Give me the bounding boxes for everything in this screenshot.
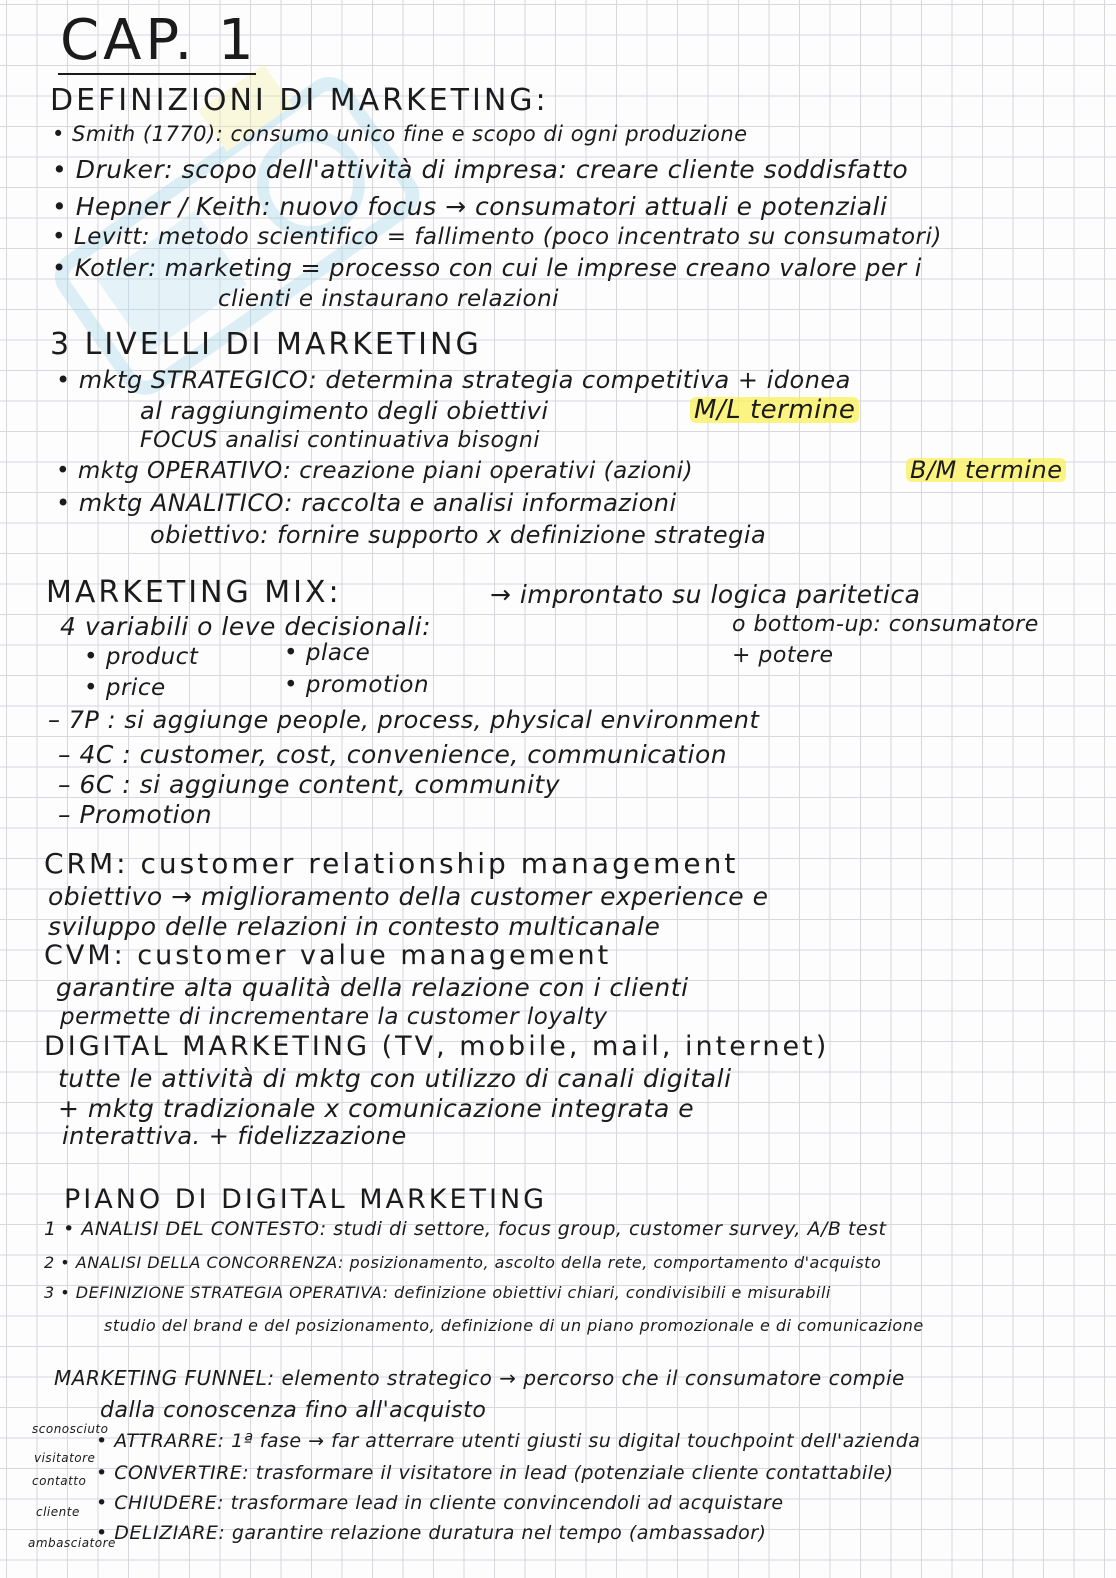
section-heading-cvm: CVM: customer value management [44, 940, 612, 971]
note-line: • promotion [284, 672, 430, 698]
section-heading-crm: CRM: customer relationship management [44, 847, 739, 880]
note-line: → improntato su logica paritetica [490, 580, 921, 609]
note-line: 4 variabili o leve decisionali: [60, 612, 432, 641]
page-title: CAP. 1 [60, 8, 258, 73]
note-line: 2 • ANALISI DELLA CONCORRENZA: posizionamento, ascolto della rete, comportamento d'acquisto [44, 1253, 882, 1272]
note-line: 1 • ANALISI DEL CONTESTO: studi di settore, focus group, customer survey, A/B test [44, 1218, 887, 1240]
note-line: – 4C : customer, cost, convenience, communication [58, 740, 728, 769]
note-line: + mktg tradizionale x comunicazione integrata e [58, 1094, 695, 1123]
funnel-stage-label: visitatore [34, 1451, 96, 1465]
note-line: dalla conoscenza fino all'acquisto [100, 1398, 487, 1423]
highlight-bm-termine: B/M termine [906, 458, 1066, 482]
note-line: • price [84, 675, 166, 701]
highlight-ml-termine: M/L termine [690, 397, 859, 423]
note-line: tutte le attività di mktg con utilizzo di canali digitali [58, 1064, 732, 1093]
section-heading-digital-marketing: DIGITAL MARKETING (TV, mobile, mail, internet) [44, 1031, 830, 1062]
note-line: • CONVERTIRE: trasformare il visitatore in lead (potenziale cliente contattabile) [96, 1462, 894, 1484]
note-line: • ATTRARRE: 1ª fase → far atterrare utenti giusti su digital touchpoint dell'azienda [96, 1430, 921, 1452]
note-line: • DELIZIARE: garantire relazione duratura nel tempo (ambassador) [96, 1522, 767, 1544]
note-line: + potere [732, 643, 834, 668]
note-line: • mktg OPERATIVO: creazione piani operativi (azioni) [56, 458, 694, 484]
note-line: obiettivo → miglioramento della customer experience e [48, 882, 769, 911]
title-underline [58, 73, 256, 75]
note-line: obiettivo: fornire supporto x definizione strategia [150, 521, 767, 549]
note-line: • Kotler: marketing = processo con cui le imprese creano valore per i [52, 254, 922, 282]
note-line: sviluppo delle relazioni in contesto multicanale [48, 912, 661, 941]
funnel-stage-label: sconosciuto [32, 1422, 109, 1436]
note-line: – Promotion [58, 800, 213, 829]
note-line: • Druker: scopo dell'attività di impresa: creare cliente soddisfatto [52, 155, 909, 184]
note-line: garantire alta qualità della relazione con i clienti [56, 973, 689, 1002]
note-line: – 7P : si aggiunge people, process, physical environment [48, 706, 760, 734]
funnel-stage-label: cliente [36, 1505, 80, 1519]
note-line: • mktg ANALITICO: raccolta e analisi informazioni [56, 489, 677, 517]
note-line: permette di incrementare la customer loyalty [60, 1004, 608, 1030]
section-heading-definizioni: DEFINIZIONI DI MARKETING: [50, 83, 549, 118]
note-line: • mktg STRATEGICO: determina strategia competitiva + idonea [56, 366, 851, 394]
section-heading-piano: PIANO DI DIGITAL MARKETING [64, 1184, 548, 1215]
note-line: interattiva. + fidelizzazione [62, 1122, 407, 1150]
note-line: • Hepner / Keith: nuovo focus → consumatori attuali e potenziali [52, 192, 888, 221]
note-line: • product [84, 644, 199, 670]
note-line: clienti e instaurano relazioni [218, 286, 560, 312]
section-heading-funnel: MARKETING FUNNEL: elemento strategico → percorso che il consumatore compie [54, 1366, 905, 1390]
note-line: • place [284, 640, 371, 666]
note-line: 3 • DEFINIZIONE STRATEGIA OPERATIVA: definizione obiettivi chiari, condivisibili e misurabili [44, 1283, 831, 1302]
funnel-stage-label: ambasciatore [28, 1536, 116, 1550]
section-heading-marketing-mix: MARKETING MIX: [46, 575, 342, 610]
note-line: FOCUS analisi continuativa bisogni [140, 428, 540, 453]
note-line: – 6C : si aggiunge content, community [58, 770, 561, 799]
note-line: studio del brand e del posizionamento, definizione di un piano promozionale e di comunicazione [104, 1316, 924, 1335]
note-line: • CHIUDERE: trasformare lead in cliente convincendoli ad acquistare [96, 1492, 784, 1514]
funnel-stage-label: contatto [32, 1474, 87, 1488]
note-line: • Smith (1770): consumo unico fine e scopo di ogni produzione [52, 122, 748, 146]
note-line: al raggiungimento degli obiettivi [140, 397, 549, 425]
note-line: o bottom-up: consumatore [732, 612, 1039, 637]
note-line: • Levitt: metodo scientifico = fallimento (poco incentrato su consumatori) [52, 224, 942, 250]
section-heading-livelli: 3 LIVELLI DI MARKETING [50, 327, 482, 362]
